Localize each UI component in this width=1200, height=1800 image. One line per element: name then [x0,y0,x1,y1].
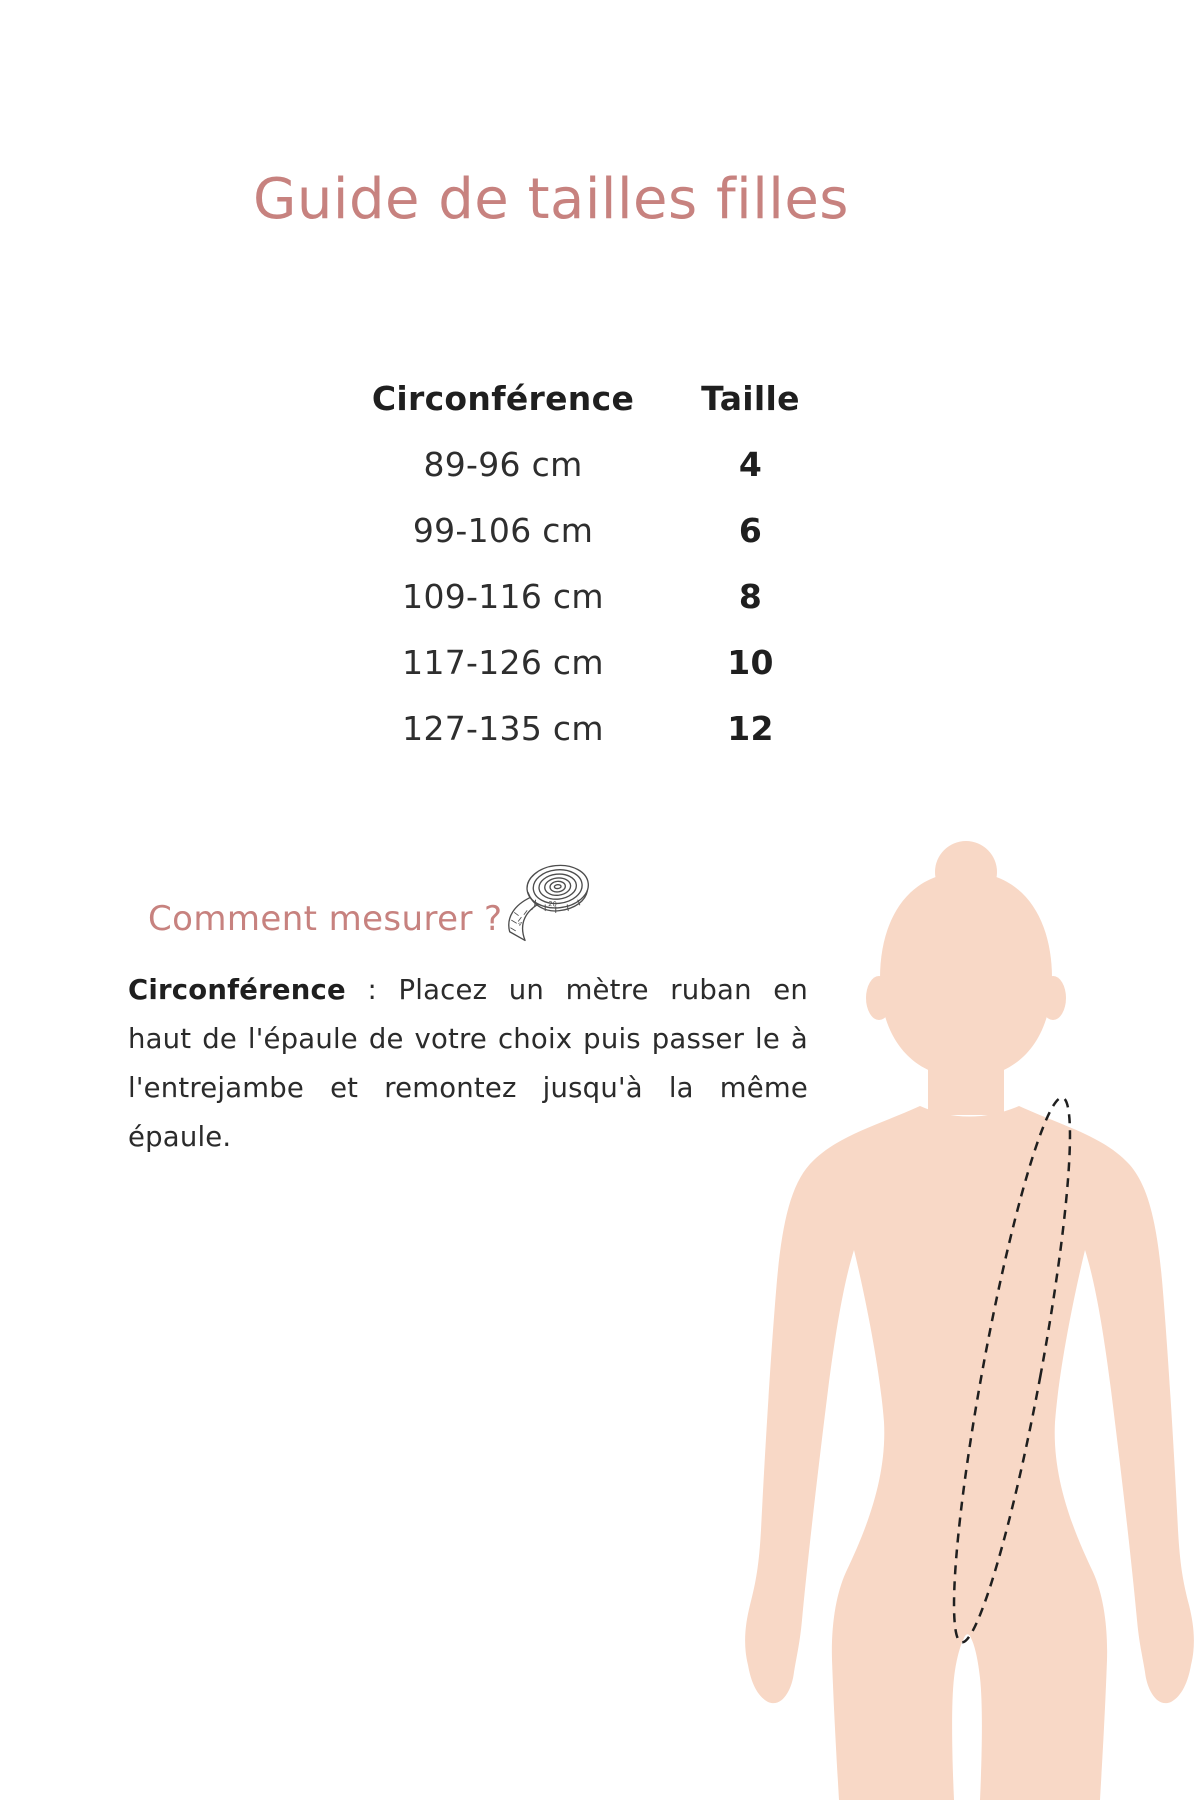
column-header-circumference: Circonférence [371,378,635,418]
ear-left [866,976,892,1020]
size-table [348,365,843,761]
table-cell-size: 6 [738,510,763,550]
ear-right [1040,976,1066,1020]
measuring-tape-icon [502,854,598,950]
page-title: Guide de tailles filles [253,167,849,232]
tape-number: 20 [547,899,558,909]
paragraph-line: épaule. [128,1121,232,1153]
paragraph-line: haut de l'épaule de votre choix puis passer le à [128,1023,808,1055]
table-cell-size: 4 [738,444,763,484]
tape-number: 4 [516,920,523,928]
neck [928,1015,1004,1115]
table-cell-circumference: 127-135 cm [402,708,604,748]
table-cell-size: 8 [738,576,763,616]
table-cell-circumference: 99-106 cm [412,510,594,550]
paragraph-bold-label: Circonférence [128,974,346,1006]
table-cell-circumference: 117-126 cm [402,642,604,682]
column-header-taille: Taille [701,378,800,418]
table-cell-circumference: 89-96 cm [423,444,583,484]
body-outline [745,1106,1194,1800]
how-to-measure-heading: Comment mesurer ? [148,899,503,939]
body-silhouette-figure [690,830,1200,1800]
table-cell-size: 10 [727,642,774,682]
table-cell-circumference: 109-116 cm [402,576,604,616]
paragraph-line: Circonférence : Placez un mètre ruban en [128,974,808,1006]
table-cell-size: 12 [727,708,774,748]
paragraph-line: l'entrejambe et remontez jusqu'à la même [128,1072,808,1104]
